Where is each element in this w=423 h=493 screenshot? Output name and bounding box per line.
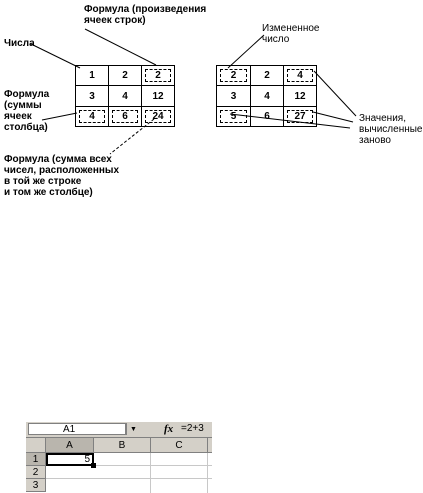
column-headers <box>26 438 212 453</box>
grid-cell <box>283 106 316 126</box>
grid-cell-value: 3 <box>230 90 237 102</box>
grid-cell-value: 12 <box>152 90 164 102</box>
label-formula-product: Формула (произведения ячеек строк) <box>84 4 207 26</box>
grid-cell-value: 12 <box>294 90 306 102</box>
grid-cell-value: 6 <box>264 111 270 122</box>
row-header-3[interactable]: 3 <box>26 479 46 492</box>
grid-cell <box>108 106 141 126</box>
grid-cell <box>141 85 174 106</box>
grid-cell-value: 4 <box>122 90 128 102</box>
row-header-1[interactable]: 1 <box>26 453 46 466</box>
leader-changed <box>228 35 264 68</box>
grid-cell-value: 2 <box>122 70 128 81</box>
grid-cell <box>216 65 250 85</box>
column-header-a[interactable]: A <box>46 438 94 452</box>
sheet-rows <box>26 453 212 493</box>
grid-cell <box>283 65 316 85</box>
gridline <box>150 453 151 493</box>
label-formula-sum-columns: Формула (суммы ячеек столбца) <box>4 89 50 133</box>
grid-cell <box>250 65 283 85</box>
grid-cell <box>108 85 141 106</box>
original-grid <box>75 65 175 127</box>
formula-input[interactable]: =2+3 <box>181 423 204 434</box>
grid-cell <box>75 65 108 85</box>
grid-cell-value: 4 <box>264 90 270 102</box>
row-header-2[interactable]: 2 <box>26 466 46 479</box>
label-changed-number: Измененное число <box>262 23 320 45</box>
grid-cell-value: 5 <box>230 111 237 122</box>
grid-cell <box>75 106 108 126</box>
grid-cell <box>75 85 108 106</box>
name-box[interactable] <box>28 423 126 435</box>
grid-cell <box>250 106 283 126</box>
fx-icon[interactable]: fx <box>164 423 174 435</box>
grid-cell <box>250 85 283 106</box>
select-all-corner[interactable] <box>26 438 46 452</box>
leader-recalc-1 <box>314 71 356 116</box>
gridline <box>46 478 212 479</box>
grid-cell-value: 4 <box>297 70 303 81</box>
grid-cell <box>108 65 141 85</box>
formula-bar <box>26 422 212 438</box>
chevron-down-icon[interactable]: ▼ <box>126 423 140 435</box>
grid-cell-value: 2 <box>155 70 161 81</box>
grid-cell <box>216 106 250 126</box>
spreadsheet-fragment <box>26 422 212 490</box>
grid-cell-value: 2 <box>230 70 237 81</box>
leader-recalc-2 <box>313 112 353 122</box>
label-formula-total: Формула (сумма всех чисел, расположенных в той же строке и том же столбце) <box>4 154 120 198</box>
fill-handle[interactable] <box>91 463 96 468</box>
gridline <box>207 453 208 493</box>
cell-a1[interactable]: 5 <box>46 453 94 466</box>
grid-cell <box>141 65 174 85</box>
grid-cell-value: 3 <box>89 90 95 102</box>
grid-cell <box>283 85 316 106</box>
grid-cell-value: 6 <box>122 111 128 122</box>
grid-cell-value: 1 <box>89 70 95 81</box>
grid-cell <box>141 106 174 126</box>
label-numbers: Числа <box>4 38 35 49</box>
grid-cell-value: 24 <box>152 111 164 122</box>
name-box-value: A1 <box>63 424 76 435</box>
leader-product <box>85 29 156 65</box>
grid-cell-value: 2 <box>264 70 270 81</box>
column-header-c[interactable]: C <box>151 438 208 452</box>
grid-cell-value: 4 <box>89 111 95 122</box>
grid-cell-value: 27 <box>294 111 306 122</box>
recalculated-grid <box>216 65 317 127</box>
label-recalculated-values: Значения, вычисленные заново <box>359 113 423 146</box>
grid-cell <box>216 85 250 106</box>
column-header-b[interactable]: B <box>94 438 151 452</box>
leader-numbers <box>31 44 80 68</box>
